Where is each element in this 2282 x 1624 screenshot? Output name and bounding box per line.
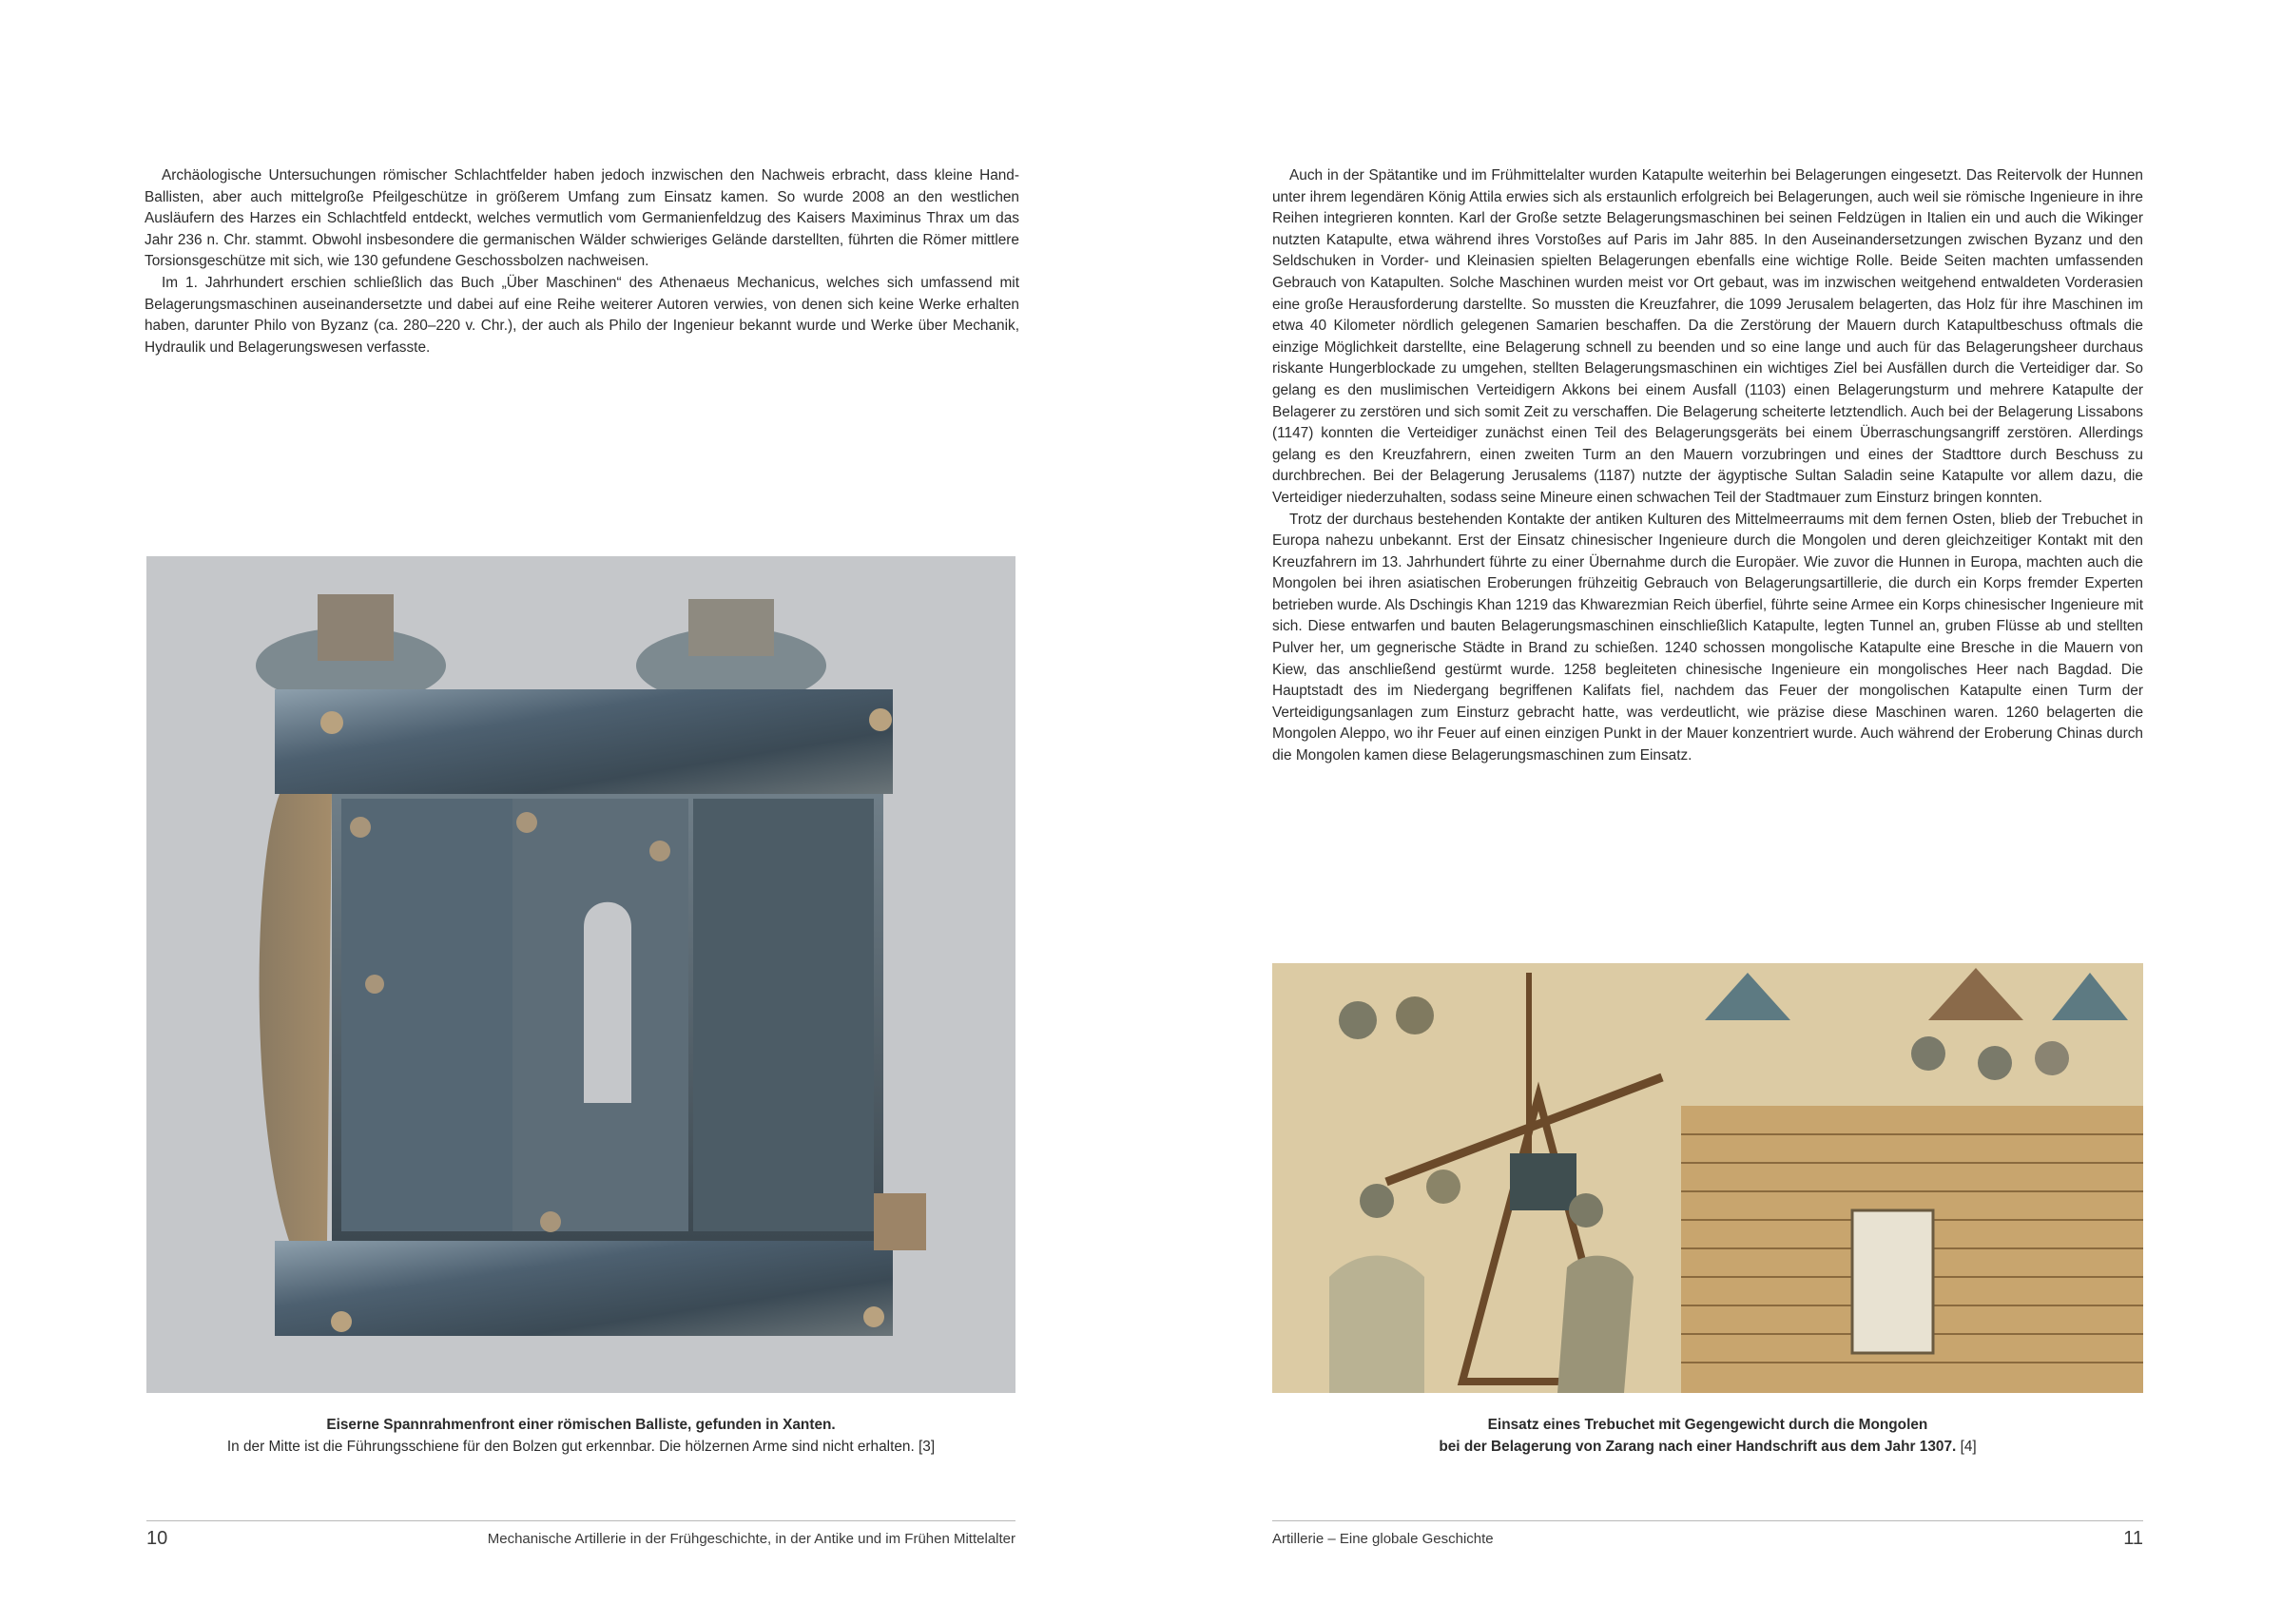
right-figure-caption bbox=[1272, 1415, 2143, 1458]
ballista-frame-photo bbox=[146, 556, 1015, 1393]
right-body-text bbox=[1272, 165, 2143, 767]
left-body-text bbox=[145, 165, 1019, 358]
right-footer-rule bbox=[1272, 1520, 2143, 1521]
left-caption-text: In der Mitte ist die Führungsschiene für den Bolzen gut erkennbar. Die hölzernen Arme sind nicht erhalten. [3] bbox=[226, 1438, 936, 1455]
left-caption-title: Eiserne Spannrahmenfront einer römischen Balliste, gefunden in Xanten. bbox=[326, 1417, 836, 1433]
right-caption-title-2: bei der Belagerung von Zarang nach einer Handschrift aus dem Jahr 1307. bbox=[1439, 1438, 1957, 1455]
left-figure-caption bbox=[146, 1415, 1015, 1458]
left-footer-rule bbox=[146, 1520, 1015, 1521]
right-running-title: Artillerie – Eine globale Geschichte bbox=[1272, 1531, 1494, 1547]
right-paragraph-2: Trotz der durchaus bestehenden Kontakte der antiken Kulturen des Mittelmeerraums mit dem fernen Osten, blieb der Trebuchet in Europa nahezu unbekannt. Erst der Einsatz chinesischer Ingenieure durch die Mongolen und deren gleichzeitiger Kontakt mit den Kreuzfahrern im 13. Jahrhundert führte zu einer Übernahme durch die Europäer. Wie zuvor die Hunnen in Europa, machten auch die Mongolen bei ihren asiatischen Eroberungen frühzeitig Gebrauch von Belagerungsartillerie, die durch ein Korps fremder Experten betrieben wurde. Als Dschingis Khan 1219 das Khwarezmian Reich überfiel, führte seine Armee ein Korps chinesischer Ingenieure mit sich. Diese entwarfen und bauten Belagerungsmaschinen einschließlich Katapulte, legten Tunnel an, gruben Flüsse ab und stellten Pulver her, um gegnerische Städte in Brand zu schießen. 1240 schossen mongolische Katapulte eine Bresche in die Mauern von Kiew, das anschließend gestürmt wurde. 1258 begleiteten chinesische Ingenieure ein mongolisches Heer nach Bagdad. Die Hauptstadt des im Niedergang begriffenen Kalifats fiel, nachdem das Feuer der mongolischen Katapulte einen Turm der Verteidigungsanlagen zum Einsturz gebracht hatte, was verdeutlicht, wie präzise diese Maschinen waren. 1260 belagerten die Mongolen Aleppo, wo ihr Feuer auf einen einzigen Punkt in der Mauer konzentriert wurde. Auch während der Eroberung Chinas durch die Mongolen kamen diese Belagerungsmaschinen zum Einsatz. bbox=[1272, 511, 2143, 764]
right-page-number: 11 bbox=[2123, 1528, 2143, 1549]
left-running-title: Mechanische Artillerie in der Frühgeschichte, in der Antike und im Frühen Mittelalter bbox=[487, 1531, 1015, 1547]
right-paragraph-1: Auch in der Spätantike und im Frühmittelalter wurden Katapulte weiterhin bei Belagerungen eingesetzt. Das Reitervolk der Hunnen unter ihrem legendären König Attila erwies sich als erstaunlich erfolgreich bei Belagerungen, auch weil sie römische Ingenieure in ihre Reihen integrieren konnten. Karl der Große setzte Belagerungsmaschinen bei seinen Feldzügen in Italien ein und auch die Wikinger nutzten Katapulte, etwa während ihres Vorstoßes auf Paris im Jahr 885. In den Auseinandersetzungen zwischen Byzanz und den Seldschuken in Vorder- und Kleinasien spielten Belagerungen ebenfalls eine wichtige Rolle. Beide Seiten machten umfassenden Gebrauch von Katapulten. Solche Maschinen wurden meist vor Ort gebaut, was im inzwischen weitgehend entwaldeten Vorderasien eine große Herausforderung darstellte. So mussten die Kreuzfahrer, die 1099 Jerusalem belagerten, das Holz für ihre Maschinen im etwa 40 Kilometer nördlich gelegenen Samarien beschaffen. Da die Zerstörung der Mauern durch Katapultbeschuss oftmals die einzige Möglichkeit darstellte, eine Belagerung schnell zu beenden und so eine lange und auch für das Belagerungsheer durchaus riskante Hungerblockade zu umgehen, stellten Belagerungsmaschinen ein wichtiges Ziel bei Ausfällen durch die Verteidiger dar. So gelang es den muslimischen Verteidigern Akkons bei einem Ausfall (1103) einen Belagerungsturm und mehrere Katapulte der Belagerer zu zerstören und sich somit Zeit zu verschaffen. Die Belagerung scheiterte letztendlich. Auch bei der Belagerung Lissabons (1147) konnten die Verteidiger zunächst einen Teil des Belagerungsgeräts bei einem Überraschungsangriff zerstören. Allerdings gelang es den Kreuzfahrern, einen zweiten Turm an den Mauern vorzubringen und eines der Stadttore durch Beschuss zu durchbrechen. Bei der Belagerung Jerusalems (1187) nutzte der ägyptische Sultan Saladin seine Katapulte vor allem dazu, die Verteidiger niederzuhalten, sodass seine Mineure einen schwachen Teil der Stadtmauer zum Einsturz bringen konnten. bbox=[1272, 167, 2143, 506]
right-caption-ref: [4] bbox=[1956, 1438, 1977, 1455]
left-paragraph-1: Archäologische Untersuchungen römischer Schlachtfelder haben jedoch inzwischen den Nachweis erbracht, dass kleine Hand-Ballisten, aber auch mittelgroße Pfeilgeschütze in größerem Umfang zum Einsatz kamen. So wurde 2008 an den westlichen Ausläufern des Harzes ein Schlachtfeld entdeckt, welches vermutlich vom Germanienfeldzug des Kaisers Maximinus Thrax um das Jahr 236 n. Chr. stammt. Obwohl insbesondere die germanischen Wälder schwieriges Gelände darstellten, führten die Römer mittlere Torsionsgeschütze mit sich, wie 130 gefundene Geschossbolzen nachweisen. bbox=[145, 167, 1019, 270]
right-caption-title: Einsatz eines Trebuchet mit Gegengewicht durch die Mongolen bbox=[1487, 1417, 1928, 1433]
trebuchet-manuscript-illustration bbox=[1272, 963, 2143, 1393]
right-page bbox=[1141, 0, 2282, 1624]
left-page-number: 10 bbox=[146, 1528, 168, 1549]
left-paragraph-2: Im 1. Jahrhundert erschien schließlich das Buch „Über Maschinen“ des Athenaeus Mechanicus, welches sich umfassend mit Belagerungsmaschinen auseinandersetzte und dabei auf eine Reihe weiterer Autoren verwies, von denen sich keine Werke erhalten haben, darunter Philo von Byzanz (ca. 280–220 v. Chr.), der auch als Philo der Ingenieur bekannt wurde und Werke über Mechanik, Hydraulik und Belagerungswesen verfasste. bbox=[145, 274, 1019, 356]
